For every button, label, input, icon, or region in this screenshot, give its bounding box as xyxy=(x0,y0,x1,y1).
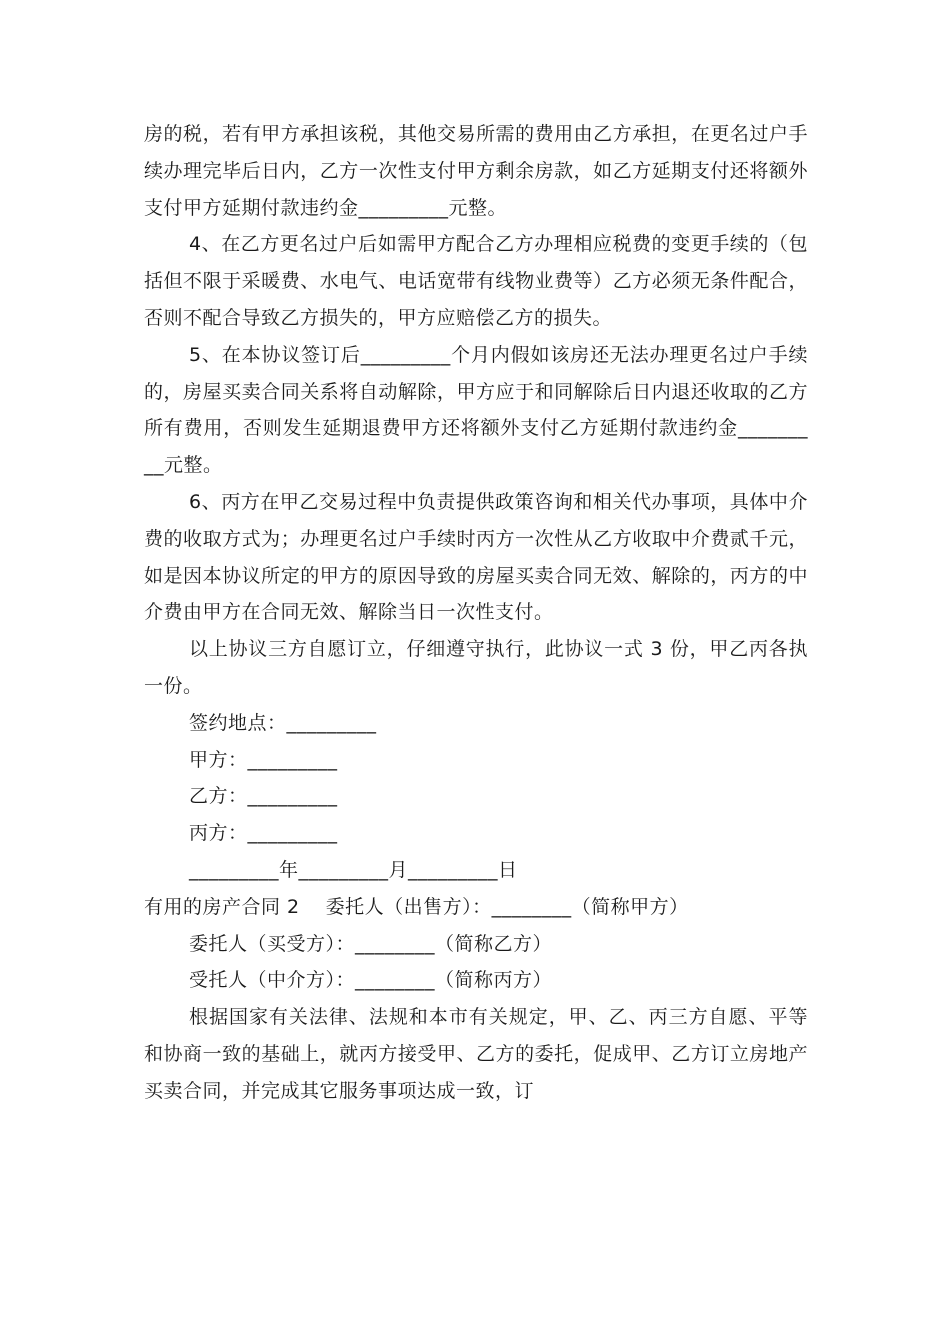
party-c-signature: 丙方：_________ xyxy=(189,822,338,845)
sign-place-line: 签约地点：_________ xyxy=(189,711,377,734)
principal-buyer: 委托人（买受方）：________（简称乙方） xyxy=(189,932,553,955)
paragraph-tax-payment: 房的税，若有甲方承担该税，其他交易所需的费用由乙方承担，在更名过户手续办理完毕后日内，乙方一次性支付甲方剩余房款，如乙方延期支付还将额外支付甲方延期付款违约金_________元整。 xyxy=(144,123,808,219)
paragraph-clause-5: 5、在本协议签订后_________个月内假如该房还无法办理更名过户手续的，房屋买卖合同关系将自动解除，甲方应于和同解除后日内退还收取的乙方所有费用，否则发生延期退费甲方还将额外支付乙方延期付款违约金_________元整。 xyxy=(144,343,808,477)
paragraph-closing: 根据国家有关法律、法规和本市有关规定，甲、乙、丙三方自愿、平等和协商一致的基础上，就丙方接受甲、乙方的委托，促成甲、乙方订立房地产买卖合同，并完成其它服务事项达成一致，订 xyxy=(144,1006,808,1102)
principal-seller: 委托人（出售方）：________（简称甲方） xyxy=(325,895,689,918)
document-body xyxy=(144,116,808,1110)
paragraph-clause-4: 4、在乙方更名过户后如需甲方配合乙方办理相应税费的变更手续的（包括但不限于采暖费、水电气、电话宽带有线物业费等）乙方必须无条件配合，否则不配合导致乙方损失的，甲方应赔偿乙方的损失。 xyxy=(144,233,808,329)
section-heading-line xyxy=(144,889,808,926)
paragraph-agreement-copies: 以上协议三方自愿订立，仔细遵守执行，此协议一式 3 份，甲乙丙各执一份。 xyxy=(144,638,808,697)
paragraph-clause-6: 6、丙方在甲乙交易过程中负责提供政策咨询和相关代办事项，具体中介费的收取方式为；办理更名过户手续时丙方一次性从乙方收取中介费贰千元，如是因本协议所定的甲方的原因导致的房屋买卖合同无效、解除的，丙方的中介费由甲方在合同无效、解除当日一次性支付。 xyxy=(144,490,808,624)
party-b-signature: 乙方：_________ xyxy=(189,785,338,808)
section-title: 有用的房产合同 2 xyxy=(144,895,300,918)
party-a-signature: 甲方：_________ xyxy=(189,748,338,771)
agent-line: 受托人（中介方）：________（简称丙方） xyxy=(189,969,553,992)
date-line: _________年_________月_________日 xyxy=(189,858,518,881)
